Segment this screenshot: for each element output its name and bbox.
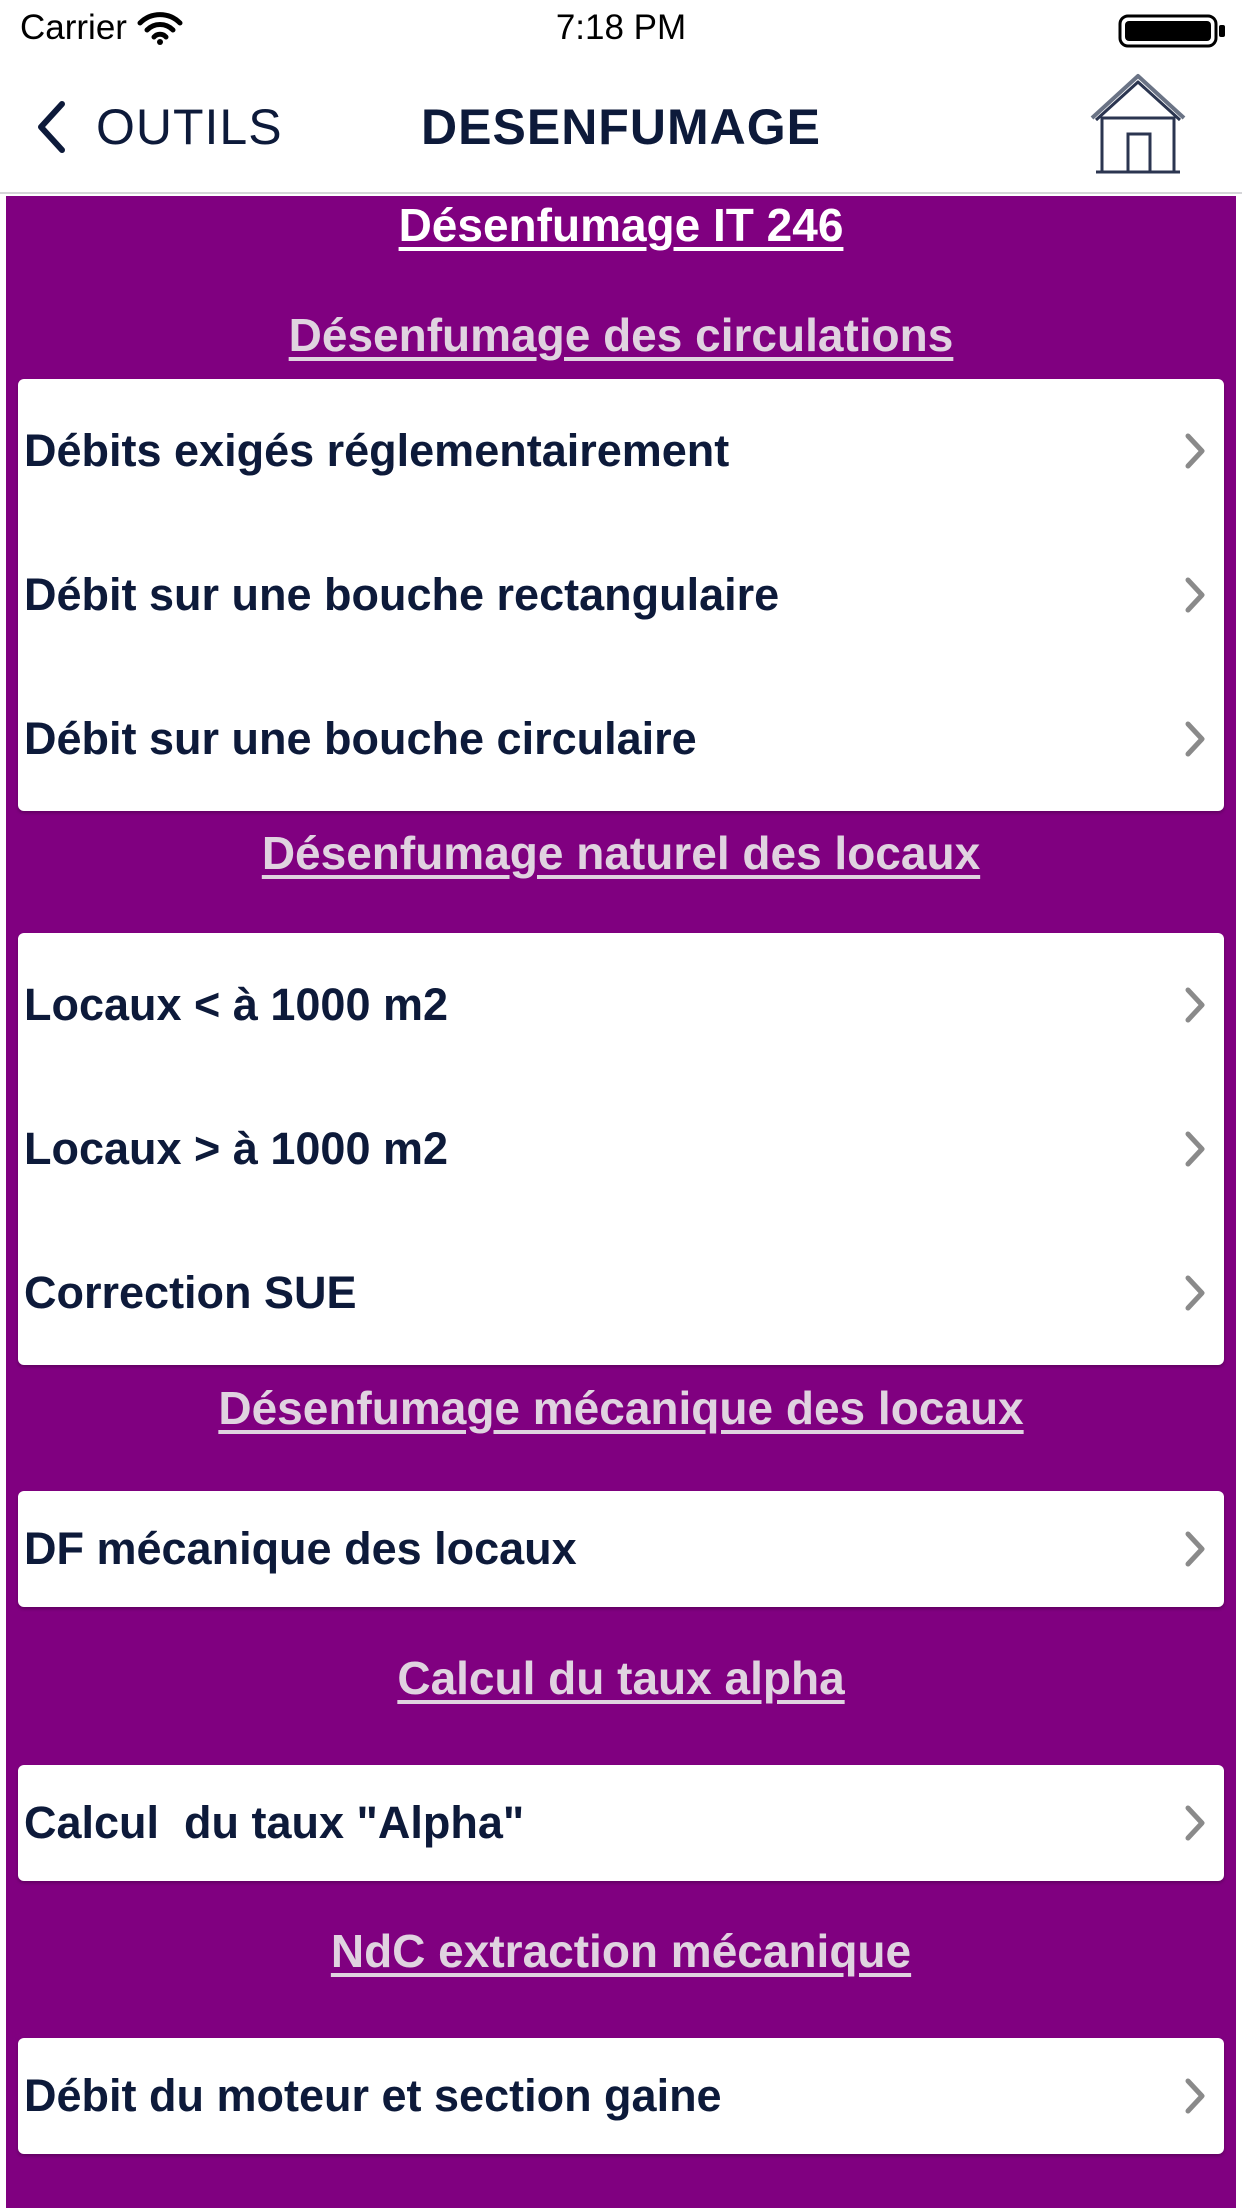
card-circulations xyxy=(18,379,1224,811)
list-item[interactable] xyxy=(18,1221,1224,1365)
chevron-right-icon xyxy=(1184,1530,1206,1568)
section-header-naturel[interactable]: Désenfumage naturel des locaux xyxy=(261,827,981,879)
list-item-label: Débit du moteur et section gaine xyxy=(24,2070,722,2121)
list-item[interactable] xyxy=(18,2038,1224,2154)
chevron-right-icon xyxy=(1184,1130,1206,1168)
list-item-label: Débit sur une bouche circulaire xyxy=(24,713,697,764)
list-item-label: Locaux > à 1000 m2 xyxy=(24,1123,449,1174)
home-icon[interactable] xyxy=(1088,72,1188,176)
chevron-right-icon xyxy=(1184,2077,1206,2115)
page-title: DESENFUMAGE xyxy=(421,99,821,155)
list-item-label: Locaux < à 1000 m2 xyxy=(24,979,449,1030)
status-time: 7:18 PM xyxy=(555,8,687,47)
chevron-right-icon xyxy=(1184,432,1206,470)
list-item-label: Correction SUE xyxy=(24,1267,357,1318)
section-header-alpha[interactable]: Calcul du taux alpha xyxy=(397,1652,845,1704)
list-item-label: Débits exigés réglementairement xyxy=(24,425,730,476)
section-header-mecanique[interactable]: Désenfumage mécanique des locaux xyxy=(218,1382,1024,1434)
card-extraction xyxy=(18,2038,1224,2154)
chevron-right-icon xyxy=(1184,1274,1206,1312)
chevron-right-icon xyxy=(1184,1804,1206,1842)
main-content xyxy=(6,196,1236,2208)
section-header-circulations[interactable]: Désenfumage des circulations xyxy=(288,309,954,361)
card-alpha xyxy=(18,1765,1224,1881)
list-item[interactable] xyxy=(18,1491,1224,1607)
card-naturel xyxy=(18,933,1224,1365)
back-button-label: OUTILS xyxy=(96,99,283,155)
list-item[interactable] xyxy=(18,379,1224,523)
list-item[interactable] xyxy=(18,1765,1224,1881)
card-mecanique xyxy=(18,1491,1224,1607)
chevron-right-icon xyxy=(1184,720,1206,758)
content-title: Désenfumage IT 246 xyxy=(398,199,844,251)
list-item[interactable] xyxy=(18,1077,1224,1221)
status-bar xyxy=(0,0,1242,60)
list-item[interactable] xyxy=(18,667,1224,811)
list-item-label: Débit sur une bouche rectangulaire xyxy=(24,569,780,620)
carrier-label: Carrier xyxy=(20,8,127,47)
list-item-label: Calcul du taux "Alpha" xyxy=(24,1797,525,1848)
list-item-label: DF mécanique des locaux xyxy=(24,1523,577,1574)
navigation-bar xyxy=(0,60,1242,194)
chevron-right-icon xyxy=(1184,986,1206,1024)
section-header-extraction[interactable]: NdC extraction mécanique xyxy=(330,1925,912,1977)
chevron-right-icon xyxy=(1184,576,1206,614)
list-item[interactable] xyxy=(18,523,1224,667)
battery-icon xyxy=(1118,14,1228,48)
list-item[interactable] xyxy=(18,933,1224,1077)
